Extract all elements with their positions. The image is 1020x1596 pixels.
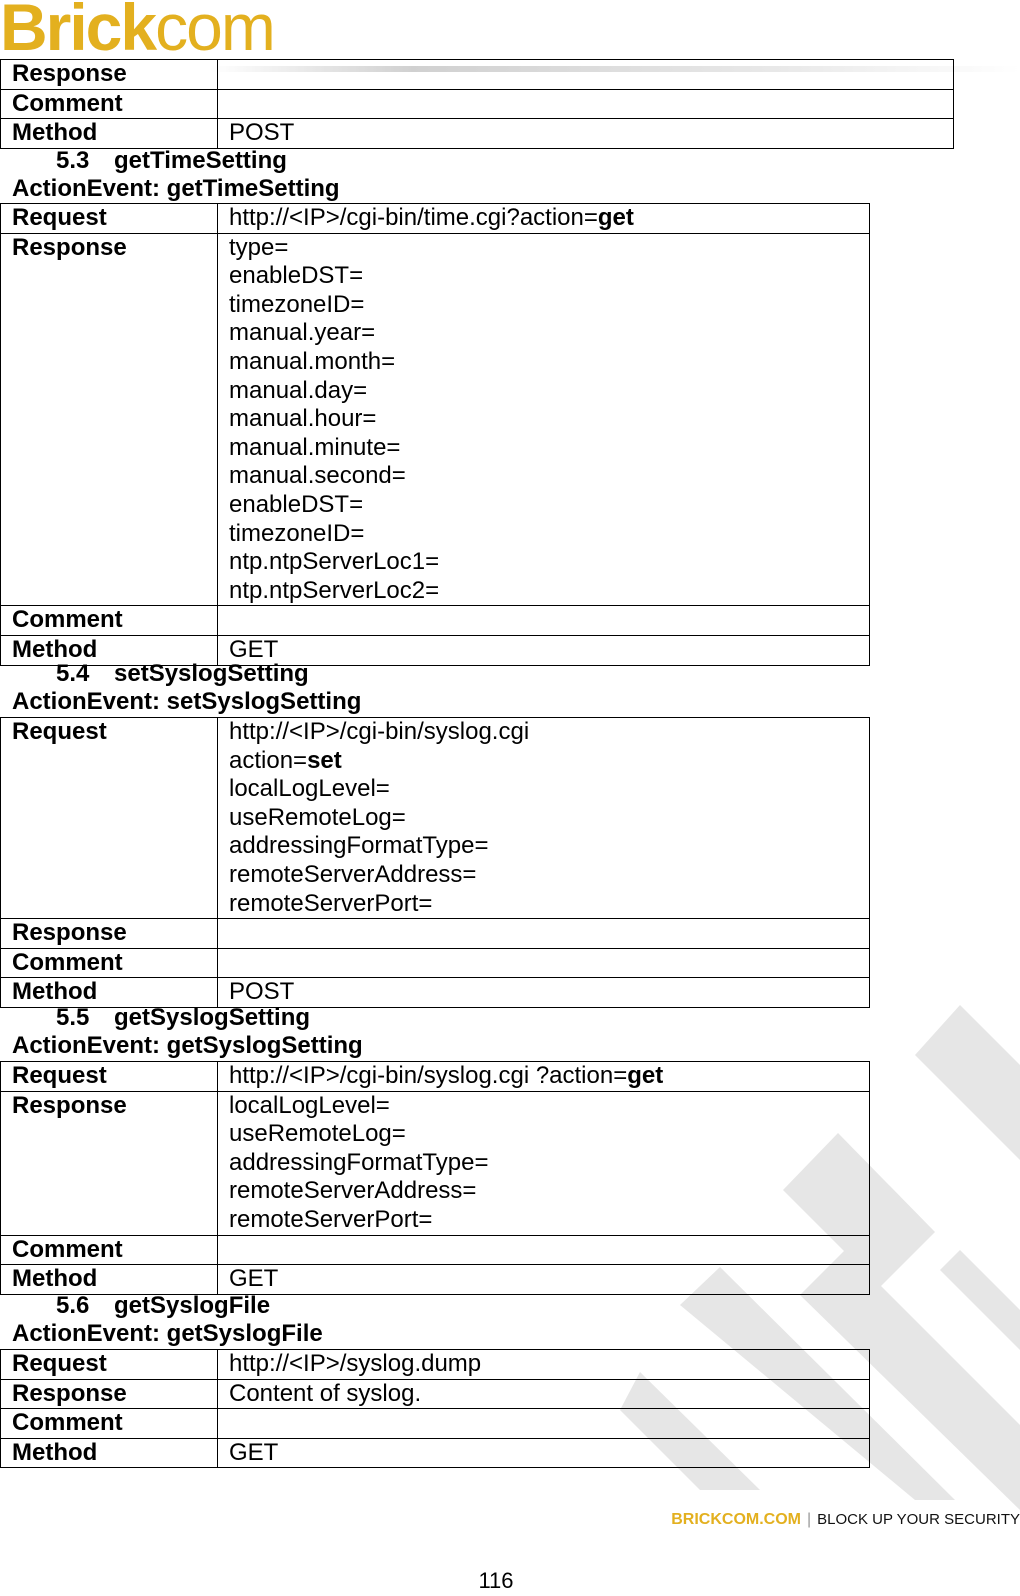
row-label-comment: Comment [1,1409,218,1439]
section-heading-5-5: 5.5 getSyslogSetting [56,1004,311,1031]
row-value-method: POST [218,119,954,149]
table-row [1,718,870,919]
table-row [1,1409,870,1439]
row-label-request: Request [1,204,218,234]
row-value-comment [218,606,870,636]
table-row [1,1235,870,1265]
row-value-response [218,60,954,90]
row-label-comment: Comment [1,948,218,978]
row-value-response: Content of syslog. [218,1379,870,1409]
section-heading-5-4: 5.4 setSyslogSetting [56,660,309,687]
row-value-request: http://<IP>/cgi-bin/time.cgi?action=get [218,204,870,234]
row-value-method: GET [218,1265,870,1295]
action-event-5-6: ActionEvent: getSyslogFile [12,1320,323,1347]
table-row [1,606,870,636]
table-row [1,978,870,1008]
row-value-response: localLogLevel= useRemoteLog= addressingFormatType= remoteServerAddress= remoteServerPort= [218,1091,870,1235]
table-row [1,1438,870,1468]
table-row [1,1091,870,1235]
row-value-request: http://<IP>/cgi-bin/syslog.cgi action=set localLogLevel= useRemoteLog= addressingFormatType= remoteServerAddress= remoteServerPort= [218,718,870,919]
row-label-method: Method [1,978,218,1008]
row-value-comment [218,1235,870,1265]
api-table-5-4 [0,717,870,1008]
table-row [1,60,954,90]
table-row [1,1062,870,1092]
table-row [1,204,870,234]
section-heading-5-3: 5.3 getTimeSetting [56,147,287,174]
row-value-comment [218,89,954,119]
row-value-method: GET [218,1438,870,1468]
row-label-request: Request [1,718,218,919]
row-value-method: POST [218,978,870,1008]
row-label-method: Method [1,1265,218,1295]
row-label-comment: Comment [1,89,218,119]
action-event-5-3: ActionEvent: getTimeSetting [12,175,340,202]
row-label-response: Response [1,60,218,90]
table-row [1,1379,870,1409]
row-label-response: Response [1,233,218,606]
table-row [1,89,954,119]
row-value-request: http://<IP>/cgi-bin/syslog.cgi ?action=get [218,1062,870,1092]
action-event-5-5: ActionEvent: getSyslogSetting [12,1032,363,1059]
table-row [1,233,870,606]
row-label-method: Method [1,635,218,665]
table-row [1,119,954,149]
table-row [1,1350,870,1380]
row-label-request: Request [1,1350,218,1380]
row-label-method: Method [1,119,218,149]
row-value-method: GET [218,635,870,665]
table-row [1,919,870,949]
row-label-response: Response [1,1379,218,1409]
brickcom-logo: Brickcom [0,0,274,64]
api-table-5-6 [0,1349,870,1468]
action-event-5-4: ActionEvent: setSyslogSetting [12,688,362,715]
row-label-comment: Comment [1,1235,218,1265]
table-row [1,948,870,978]
api-table-continued [0,59,954,149]
row-label-method: Method [1,1438,218,1468]
row-value-comment [218,1409,870,1439]
table-row [1,1265,870,1295]
api-table-5-3 [0,203,870,666]
page-number: 116 [478,1568,514,1593]
footer-separator: | [807,1511,812,1528]
row-label-comment: Comment [1,606,218,636]
row-label-response: Response [1,919,218,949]
row-label-request: Request [1,1062,218,1092]
api-table-5-5 [0,1061,870,1295]
row-value-request: http://<IP>/syslog.dump [218,1350,870,1380]
footer-brand [671,1510,1020,1530]
section-heading-5-6: 5.6 getSyslogFile [56,1292,271,1319]
row-value-response: type= enableDST= timezoneID= manual.year= manual.month= manual.day= manual.hour= manual.minute= manual.second= enableDST= timezoneID= ntp.ntpServerLoc1= ntp.ntpServerLoc2= [218,233,870,606]
footer-site-link[interactable]: BRICKCOM.COM [671,1511,801,1528]
row-value-response [218,919,870,949]
row-label-response: Response [1,1091,218,1235]
footer-tagline: BLOCK UP YOUR SECURITY [817,1511,1020,1528]
row-value-comment [218,948,870,978]
